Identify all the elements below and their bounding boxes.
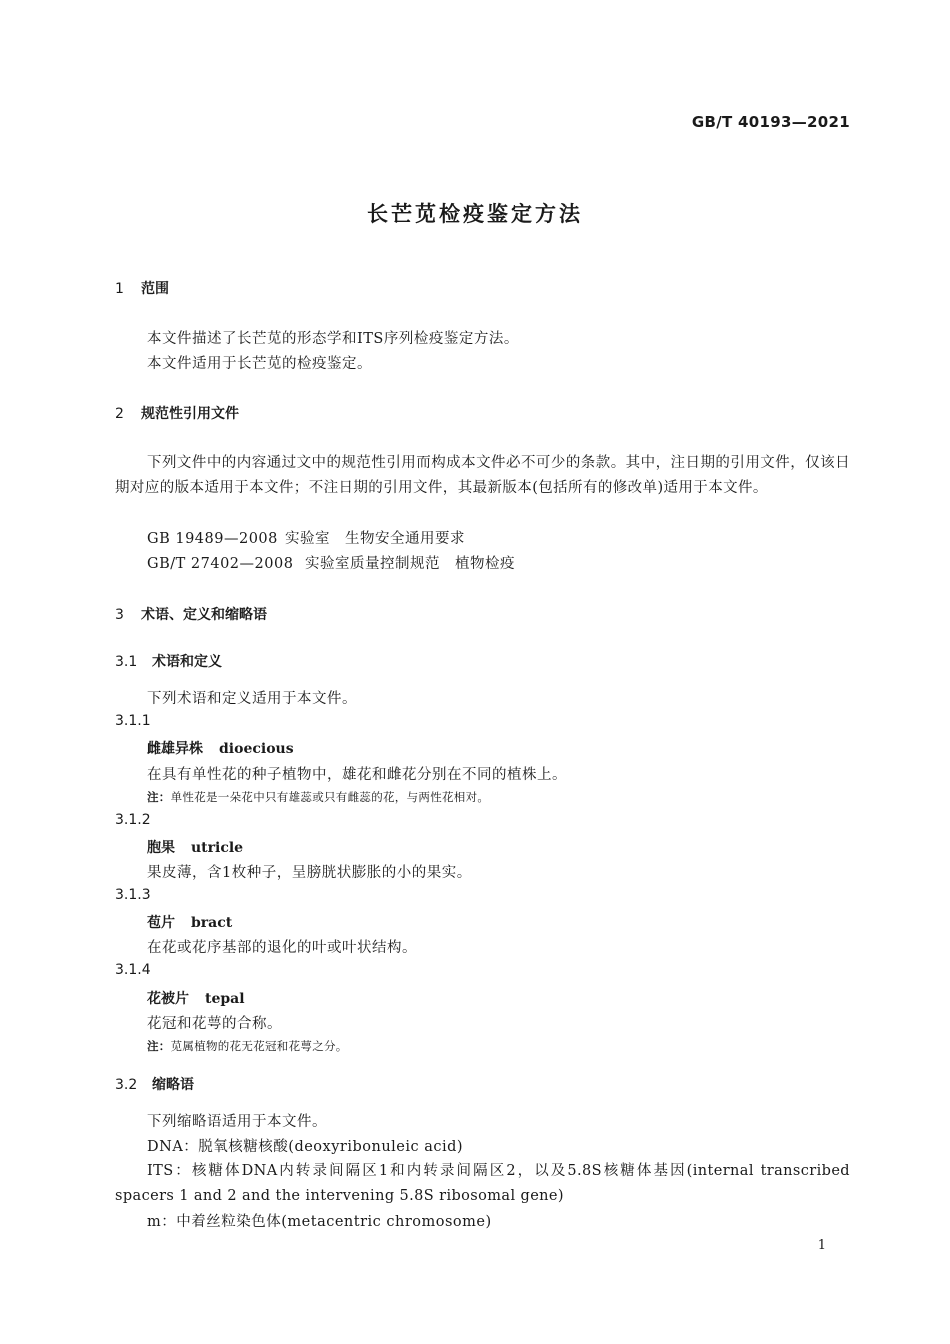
reference-item bbox=[147, 552, 515, 573]
term-heading bbox=[147, 912, 232, 932]
subsection-3-2-heading bbox=[115, 1074, 194, 1094]
reference-code: GB 19489—2008 bbox=[147, 531, 278, 547]
term-note bbox=[147, 789, 489, 805]
section-number: 3.1 bbox=[115, 654, 138, 670]
reference-title: 实验室 生物安全通用要求 bbox=[285, 531, 465, 547]
term-zh: 苞片 bbox=[147, 915, 175, 931]
reference-item bbox=[147, 527, 465, 548]
section-title: 规范性引用文件 bbox=[141, 406, 239, 422]
paragraph: 下列术语和定义适用于本文件。 bbox=[147, 691, 357, 707]
term-number: 3.1.4 bbox=[115, 962, 151, 978]
document-title: 长芒苋检疫鉴定方法 bbox=[367, 202, 583, 226]
term-en: tepal bbox=[205, 991, 245, 1007]
section-number: 3.2 bbox=[115, 1077, 138, 1093]
term-heading bbox=[147, 837, 243, 857]
abbreviation-item: DNA：脱氧核糖核酸(deoxyribonuleic acid) bbox=[147, 1139, 464, 1155]
term-note bbox=[147, 1038, 348, 1054]
term-zh: 花被片 bbox=[147, 991, 189, 1007]
term-definition: 花冠和花萼的合称。 bbox=[147, 1016, 282, 1032]
term-zh: 雌雄异株 bbox=[147, 741, 203, 757]
paragraph: 本文件描述了长芒苋的形态学和ITS序列检疫鉴定方法。 bbox=[147, 331, 519, 347]
subsection-3-1-heading bbox=[115, 651, 222, 671]
term-number: 3.1.2 bbox=[115, 812, 151, 828]
note-label: 注： bbox=[147, 1039, 171, 1053]
paragraph: 下列缩略语适用于本文件。 bbox=[147, 1114, 327, 1130]
note-label: 注： bbox=[147, 790, 171, 804]
paragraph: 本文件适用于长芒苋的检疫鉴定。 bbox=[147, 356, 372, 372]
section-number: 1 bbox=[115, 281, 124, 297]
section-number: 2 bbox=[115, 406, 124, 422]
term-en: utricle bbox=[191, 840, 244, 856]
term-en: bract bbox=[191, 915, 233, 931]
section-number: 3 bbox=[115, 607, 124, 623]
section-title: 术语和定义 bbox=[152, 654, 222, 670]
term-heading bbox=[147, 988, 245, 1008]
note-text: 单性花是一朵花中只有雄蕊或只有雌蕊的花，与两性花相对。 bbox=[170, 790, 490, 804]
term-number: 3.1.1 bbox=[115, 713, 151, 729]
term-zh: 胞果 bbox=[147, 840, 175, 856]
note-text: 苋属植物的花无花冠和花萼之分。 bbox=[170, 1039, 348, 1053]
term-heading bbox=[147, 738, 294, 758]
section-3-heading bbox=[115, 604, 267, 624]
standard-number: GB/T 40193—2021 bbox=[691, 113, 850, 131]
term-number: 3.1.3 bbox=[115, 887, 151, 903]
section-title: 范围 bbox=[141, 281, 169, 297]
term-definition: 在花或花序基部的退化的叶或叶状结构。 bbox=[147, 940, 417, 956]
section-title: 缩略语 bbox=[152, 1077, 194, 1093]
normative-references-paragraph: 下列文件中的内容通过文中的规范性引用而构成本文件必不可少的条款。其中，注日期的引用文件，仅该日期对应的版本适用于本文件；不注日期的引用文件，其最新版本(包括所有的修改单)适用于本文件。 bbox=[115, 455, 850, 496]
abbreviation-item: m：中着丝粒染色体(metacentric chromosome) bbox=[147, 1214, 492, 1230]
term-definition: 果皮薄，含1枚种子，呈膀胱状膨胀的小的果实。 bbox=[147, 865, 472, 881]
section-title: 术语、定义和缩略语 bbox=[141, 607, 267, 623]
section-1-heading bbox=[115, 278, 169, 298]
term-definition: 在具有单性花的种子植物中，雄花和雌花分别在不同的植株上。 bbox=[147, 767, 567, 783]
section-2-heading bbox=[115, 403, 239, 423]
term-en: dioecious bbox=[219, 741, 294, 757]
reference-title: 实验室质量控制规范 植物检疫 bbox=[305, 556, 515, 572]
page-number: 1 bbox=[817, 1238, 826, 1253]
reference-code: GB/T 27402—2008 bbox=[147, 556, 294, 572]
abbreviation-item: ITS：核糖体DNA内转录间隔区1和内转录间隔区2，以及5.8S核糖体基因(internal transcribed spacers 1 and 2 and the intervening 5.8S ribosomal gene) bbox=[115, 1163, 850, 1204]
